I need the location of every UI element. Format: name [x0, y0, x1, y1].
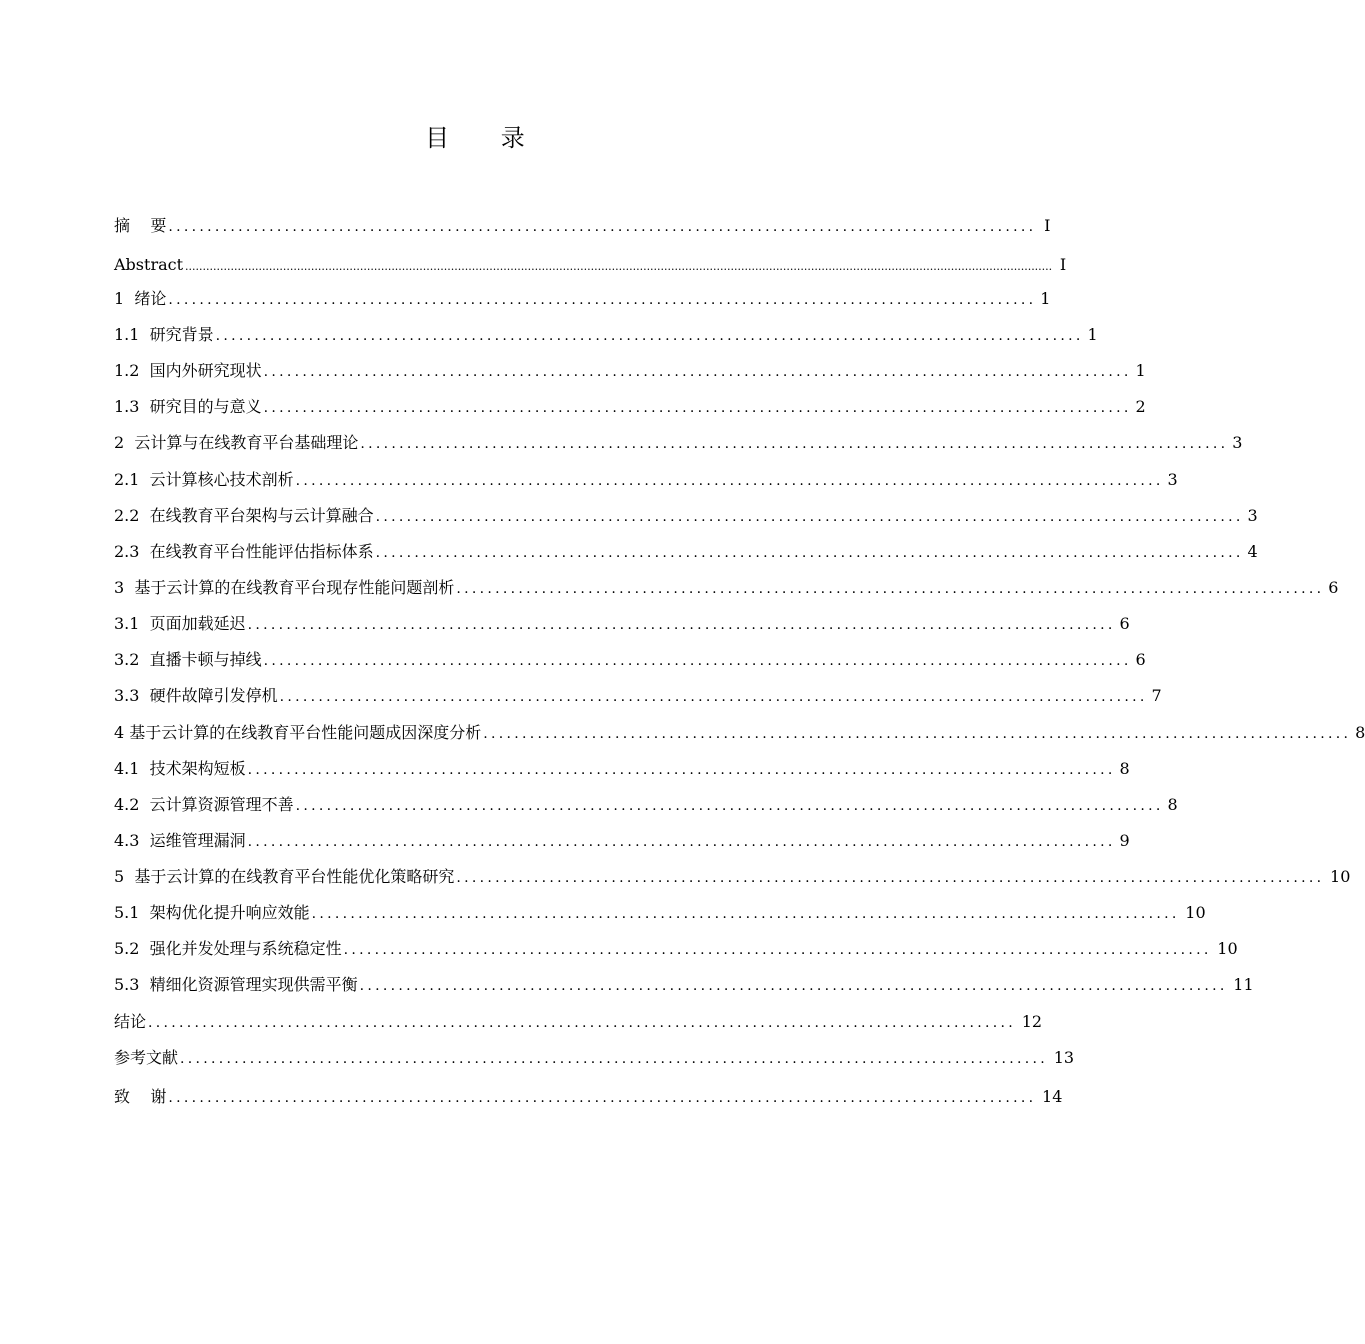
toc-leader-dots: ................................................................................................................: [168, 292, 1037, 308]
toc-entry-label: 5.1 架构优化提升响应效能: [114, 903, 310, 922]
toc-entry-label: 4.3 运维管理漏洞: [114, 831, 246, 850]
toc-leader-dots: ................................................................................................................: [375, 509, 1244, 525]
toc-entry-label: 3.2 直播卡顿与掉线: [114, 650, 262, 669]
toc-leader-dots: ................................................................................................................: [247, 617, 1116, 633]
toc-leader-dots: ................................................................................................................: [456, 581, 1325, 597]
toc-title: 目 录: [425, 124, 547, 152]
toc-entry-page: 1: [1135, 361, 1146, 380]
toc-entry-page: 10: [1217, 939, 1238, 958]
toc-entry-page: 3: [1232, 433, 1243, 452]
toc-leader-dots: ................................................................................................................: [279, 689, 1148, 705]
toc-entry-page: 6: [1328, 578, 1339, 597]
toc-entry-2-3[interactable]: [114, 540, 1258, 564]
toc-entry-4-3[interactable]: [114, 829, 1130, 853]
toc-entry-references[interactable]: [114, 1046, 1075, 1070]
toc-leader-dots: ................................................................................................................: [360, 436, 1229, 452]
toc-leader-dots: ................................................................................................................: [247, 762, 1116, 778]
toc-entry-2[interactable]: [114, 431, 1243, 455]
toc-entry-abstract-en[interactable]: [114, 253, 1067, 277]
toc-entry-page: 10: [1330, 867, 1351, 886]
toc-entry-1-3[interactable]: [114, 395, 1146, 419]
toc-leader-dots: ................................................................................................................: [263, 653, 1132, 669]
toc-entry-page: 12: [1021, 1012, 1043, 1031]
toc-entry-page: 14: [1042, 1087, 1063, 1106]
toc-leader-dots: ................................................................................................................: [247, 834, 1116, 850]
toc-leader-dots: ................................................................................................................: [263, 364, 1132, 380]
toc-entry-page: 4: [1247, 542, 1258, 561]
toc-leader-dots: ................................................................................................................: [375, 545, 1244, 561]
toc-leader-dots: ................................................................................................................: [295, 473, 1164, 489]
toc-entry-label: 1.2 国内外研究现状: [114, 361, 262, 380]
toc-entry-2-2[interactable]: [114, 504, 1258, 528]
toc-entry-page: 11: [1233, 975, 1254, 994]
toc-entry-page: 1: [1087, 325, 1098, 344]
toc-leader-dots: ................................................................................................................: [359, 978, 1228, 994]
toc-entry-label: 2 云计算与在线教育平台基础理论: [114, 433, 359, 452]
toc-entry-5[interactable]: [114, 865, 1351, 889]
toc-entry-label: 结论: [114, 1012, 147, 1031]
toc-entry-conclusion[interactable]: [114, 1010, 1043, 1034]
toc-entry-label: 3.1 页面加载延迟: [114, 614, 246, 633]
toc-entry-1[interactable]: [114, 287, 1051, 311]
toc-entry-2-1[interactable]: [114, 468, 1178, 492]
toc-entry-page: 6: [1119, 614, 1130, 633]
toc-leader-dots: ................................................................................................................: [168, 219, 1037, 235]
toc-entry-page: 9: [1119, 831, 1130, 850]
toc-leader-dots: ................................................................................................................: [215, 328, 1084, 344]
toc-entry-page: 3: [1167, 470, 1178, 489]
toc-entry-3-1[interactable]: [114, 612, 1130, 636]
toc-entry-abstract-cn[interactable]: [114, 214, 1051, 238]
toc-entry-label: 1 绪论: [114, 289, 167, 308]
toc-entry-page: 1: [1040, 289, 1051, 308]
toc-entry-5-1[interactable]: [114, 901, 1206, 925]
toc-leader-dots: ................................................................................................................: [148, 1015, 1017, 1031]
toc-entry-5-2[interactable]: [114, 937, 1238, 961]
toc-entry-4[interactable]: [114, 721, 1365, 745]
toc-entry-page: I: [1059, 255, 1067, 274]
toc-leader-dots: ................................................................................................................: [483, 726, 1352, 742]
toc-entry-label: 4 基于云计算的在线教育平台性能问题成因深度分析: [114, 723, 482, 742]
toc-entry-label: 5.3 精细化资源管理实现供需平衡: [114, 975, 358, 994]
toc-entry-1-1[interactable]: [114, 323, 1098, 347]
toc-entry-label: 4.2 云计算资源管理不善: [114, 795, 294, 814]
toc-leader-dots: ................................................................................................................: [263, 400, 1132, 416]
toc-entry-3-3[interactable]: [114, 684, 1162, 708]
toc-entry-page: 13: [1053, 1048, 1075, 1067]
toc-entry-5-3[interactable]: [114, 973, 1254, 997]
toc-entry-page: 8: [1167, 795, 1178, 814]
toc-entry-label: 参考文献: [114, 1048, 179, 1067]
toc-entry-page: 6: [1135, 650, 1146, 669]
toc-leader-dots: ................................................................................................................: [456, 870, 1325, 886]
toc-entry-label: 1.1 研究背景: [114, 325, 214, 344]
toc-leader-dots: ................................................................................................................: [311, 906, 1180, 922]
toc-entry-page: 2: [1135, 397, 1146, 416]
toc-entry-4-2[interactable]: [114, 793, 1178, 817]
toc-leader-dots: ................................................................................................................: [168, 1090, 1037, 1106]
toc-entry-page: 10: [1185, 903, 1206, 922]
toc-entry-page: 3: [1247, 506, 1258, 525]
toc-entry-label: 2.1 云计算核心技术剖析: [114, 470, 294, 489]
toc-entry-page: 7: [1151, 686, 1162, 705]
toc-entry-label: 3.3 硬件故障引发停机: [114, 686, 278, 705]
toc-entry-label: 5 基于云计算的在线教育平台性能优化策略研究: [114, 867, 455, 886]
toc-entry-page: I: [1044, 216, 1051, 235]
toc-entry-label: 致 谢: [114, 1087, 167, 1106]
toc-entry-3-2[interactable]: [114, 648, 1146, 672]
toc-leader-dots: ................................................................................................................: [295, 798, 1164, 814]
toc-entry-label: 摘 要: [114, 216, 167, 235]
toc-entry-label: 2.3 在线教育平台性能评估指标体系: [114, 542, 374, 561]
toc-entry-label: 2.2 在线教育平台架构与云计算融合: [114, 506, 374, 525]
toc-leader-dots: ........................................................................................................................................................................................................................................................: [185, 260, 1053, 273]
toc-entry-label: 5.2 强化并发处理与系统稳定性: [114, 939, 342, 958]
toc-entry-acknowledgements[interactable]: [114, 1085, 1063, 1109]
toc-entry-page: 8: [1119, 759, 1130, 778]
toc-leader-dots: ................................................................................................................: [180, 1051, 1049, 1067]
toc-entry-label: 1.3 研究目的与意义: [114, 397, 262, 416]
toc-leader-dots: ................................................................................................................: [343, 942, 1212, 958]
toc-entry-1-2[interactable]: [114, 359, 1146, 383]
toc-entry-page: 8: [1355, 723, 1365, 742]
toc-entry-label: 3 基于云计算的在线教育平台现存性能问题剖析: [114, 578, 455, 597]
toc-entry-label: Abstract: [114, 255, 184, 274]
toc-entry-label: 4.1 技术架构短板: [114, 759, 246, 778]
toc-entry-4-1[interactable]: [114, 757, 1130, 781]
toc-entry-3[interactable]: [114, 576, 1339, 600]
